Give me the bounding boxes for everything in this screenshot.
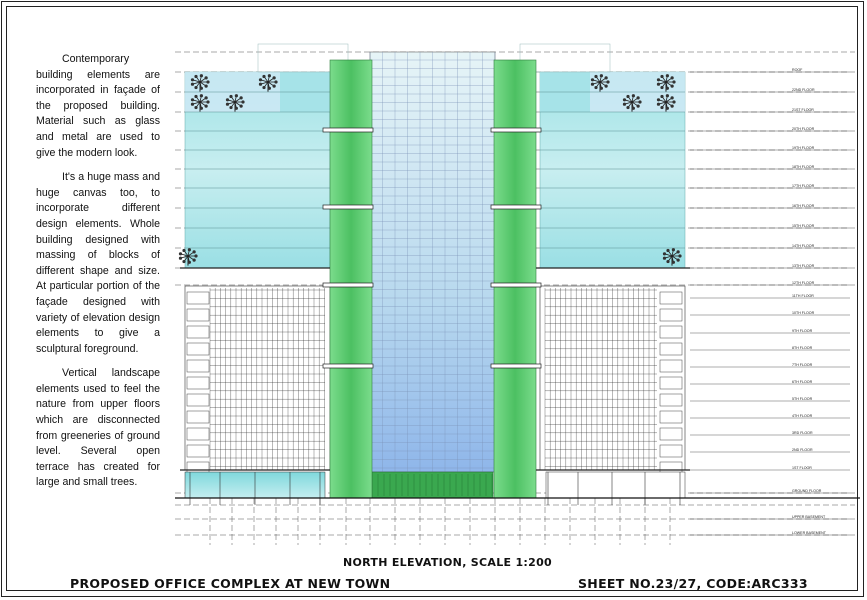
central-glass-core <box>370 52 495 498</box>
right-lattice-block <box>540 286 685 474</box>
floor-level-label: 2ND FLOOR <box>792 448 813 452</box>
project-title: PROPOSED OFFICE COMPLEX AT NEW TOWN <box>70 576 391 591</box>
description-paragraph: Vertical landscape elements used to feel the nature from upper floors which are disconnected from greeneries of ground level. Several open terrace has created for large and small trees. <box>36 367 160 489</box>
floor-level-label: 22ND FLOOR <box>792 88 815 92</box>
floor-level-label: 3RD FLOOR <box>792 431 813 435</box>
floor-level-label: 7TH FLOOR <box>792 363 813 367</box>
floor-level-label: 16TH FLOOR <box>792 204 815 208</box>
floor-level-label: 19TH FLOOR <box>792 146 815 150</box>
design-description <box>36 52 160 500</box>
floor-level-label: 13TH FLOOR <box>792 264 815 268</box>
floor-level-labels <box>690 68 850 535</box>
floor-level-label: UPPER BASEMENT <box>792 515 826 519</box>
floor-level-label: 14TH FLOOR <box>792 244 815 248</box>
floor-level-label: 10TH FLOOR <box>792 311 815 315</box>
floor-level-label: 6TH FLOOR <box>792 380 813 384</box>
floor-level-label: 8TH FLOOR <box>792 346 813 350</box>
elevation-title: NORTH ELEVATION, SCALE 1:200 <box>343 556 552 569</box>
left-upper-wing <box>185 44 348 268</box>
floor-level-label: 9TH FLOOR <box>792 329 813 333</box>
description-paragraph: Contemporary building elements are incorporated in façade of the proposed building. Material such as glass and metal are used to give the modern look. <box>36 53 160 159</box>
floor-level-label: 12TH FLOOR <box>792 281 815 285</box>
description-paragraph: It's a huge mass and huge canvas too, to incorporate different design elements. Whole building designed with massing of blocks of different shape and size. At particular portion of the façade designed with variety of elevation design elements to give a sculptural foreground. <box>36 171 160 355</box>
floor-level-label: 21ST FLOOR <box>792 108 814 112</box>
floor-level-label: 18TH FLOOR <box>792 165 815 169</box>
floor-level-label: 20TH FLOOR <box>792 127 815 131</box>
floor-level-label: 15TH FLOOR <box>792 224 815 228</box>
floor-level-label: ROOF <box>792 68 803 72</box>
floor-level-label: 4TH FLOOR <box>792 414 813 418</box>
floor-level-label: 17TH FLOOR <box>792 184 815 188</box>
left-lattice-block <box>185 286 330 474</box>
floor-level-label: 1ST FLOOR <box>792 466 812 470</box>
floor-level-label: GROUND FLOOR <box>792 489 822 493</box>
floor-level-label: 5TH FLOOR <box>792 397 813 401</box>
right-upper-wing <box>520 44 685 268</box>
floor-level-label: 11TH FLOOR <box>792 294 814 298</box>
sheet-number: SHEET NO.23/27, CODE:ARC333 <box>578 576 808 591</box>
floor-level-label: LOWER BASEMENT <box>792 531 826 535</box>
